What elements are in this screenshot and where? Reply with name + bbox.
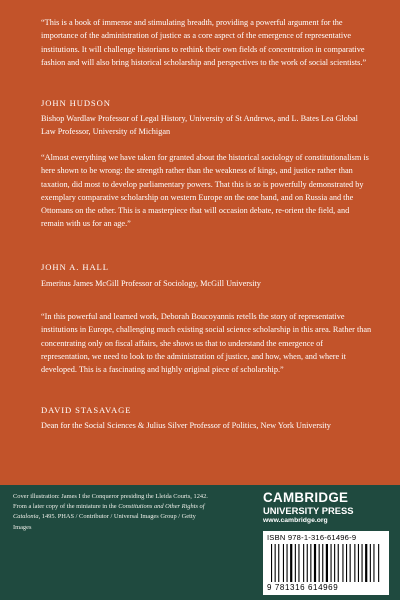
cover-credit-text: Cover illustration: James I the Conqueror presiding the Lleida Courts, 1242. From a later copy of the miniature in the [13,493,208,511]
barcode-digits: 9 781316 614969 [267,583,339,592]
endorsement-quote: “In this powerful and learned work, Deborah Boucoyannis retells the story of representative institutions in Europe, challenging much existing social science scholarship in this area. Rather than concentrating only on fiscal affairs, she shows us that to understand the emergence of representation, we need to look to the administration of justice, and how, when, and where it developed. This is a fascinating and highly original piece of scholarship.” [41,312,372,375]
endorsement-affiliation: Bishop Wardlaw Professor of Legal History, University of St Andrews, and L. Bates Lea Global Law Professor, University of Michigan [41,114,358,137]
publisher-name: CAMBRIDGE [263,490,349,505]
barcode-icon [271,544,381,584]
endorsement-author: JOHN A. HALL [41,262,109,272]
footer-band [0,485,400,600]
endorsement-affiliation: Dean for the Social Sciences & Julius Silver Professor of Politics, New York University [41,421,331,430]
publisher-url: www.cambridge.org [263,517,328,524]
endorsement-affiliation: Emeritus James McGill Professor of Sociology, McGill University [41,279,261,288]
publisher-logo [263,491,393,526]
cover-credit-text: , 1495. PHAS / Contributor / Universal Images Group / Getty Images [13,513,196,531]
cover-credit-title: Constitutions and Other Rights of Catalonia [13,503,205,521]
endorsement-quote: “This is a book of immense and stimulating breadth, providing a powerful argument for the importance of the administration of justice as a core aspect of the emergence of representative institutions. It will challenge historians to rethink their own fields of concentration in comparative fashion and will also bring historical scholarship and perspectives to the work of social scientists.” [41,18,367,67]
isbn-label: ISBN 978-1-316-61496-9 [267,533,357,542]
cover-credit [13,492,211,533]
endorsement-quote: “Almost everything we have taken for granted about the historical sociology of constitutionalism is here shown to be wrong: the strength rather than the weakness of kings, and justice rather than taxation, did most to develop parliamentary powers. That this is so is powerfully demonstrated by exemplary comparative scholarship on western Europe on the one hand, and on Russia and the Ottomans on the other. This is a masterpiece that will occasion debate, re-orient the field, and remain with us for an age.” [41,153,369,229]
endorsement-author: JOHN HUDSON [41,98,111,108]
barcode-panel [263,531,389,595]
publisher-subtitle: UNIVERSITY PRESS [263,505,354,516]
endorsement-author: DAVID STASAVAGE [41,405,132,415]
